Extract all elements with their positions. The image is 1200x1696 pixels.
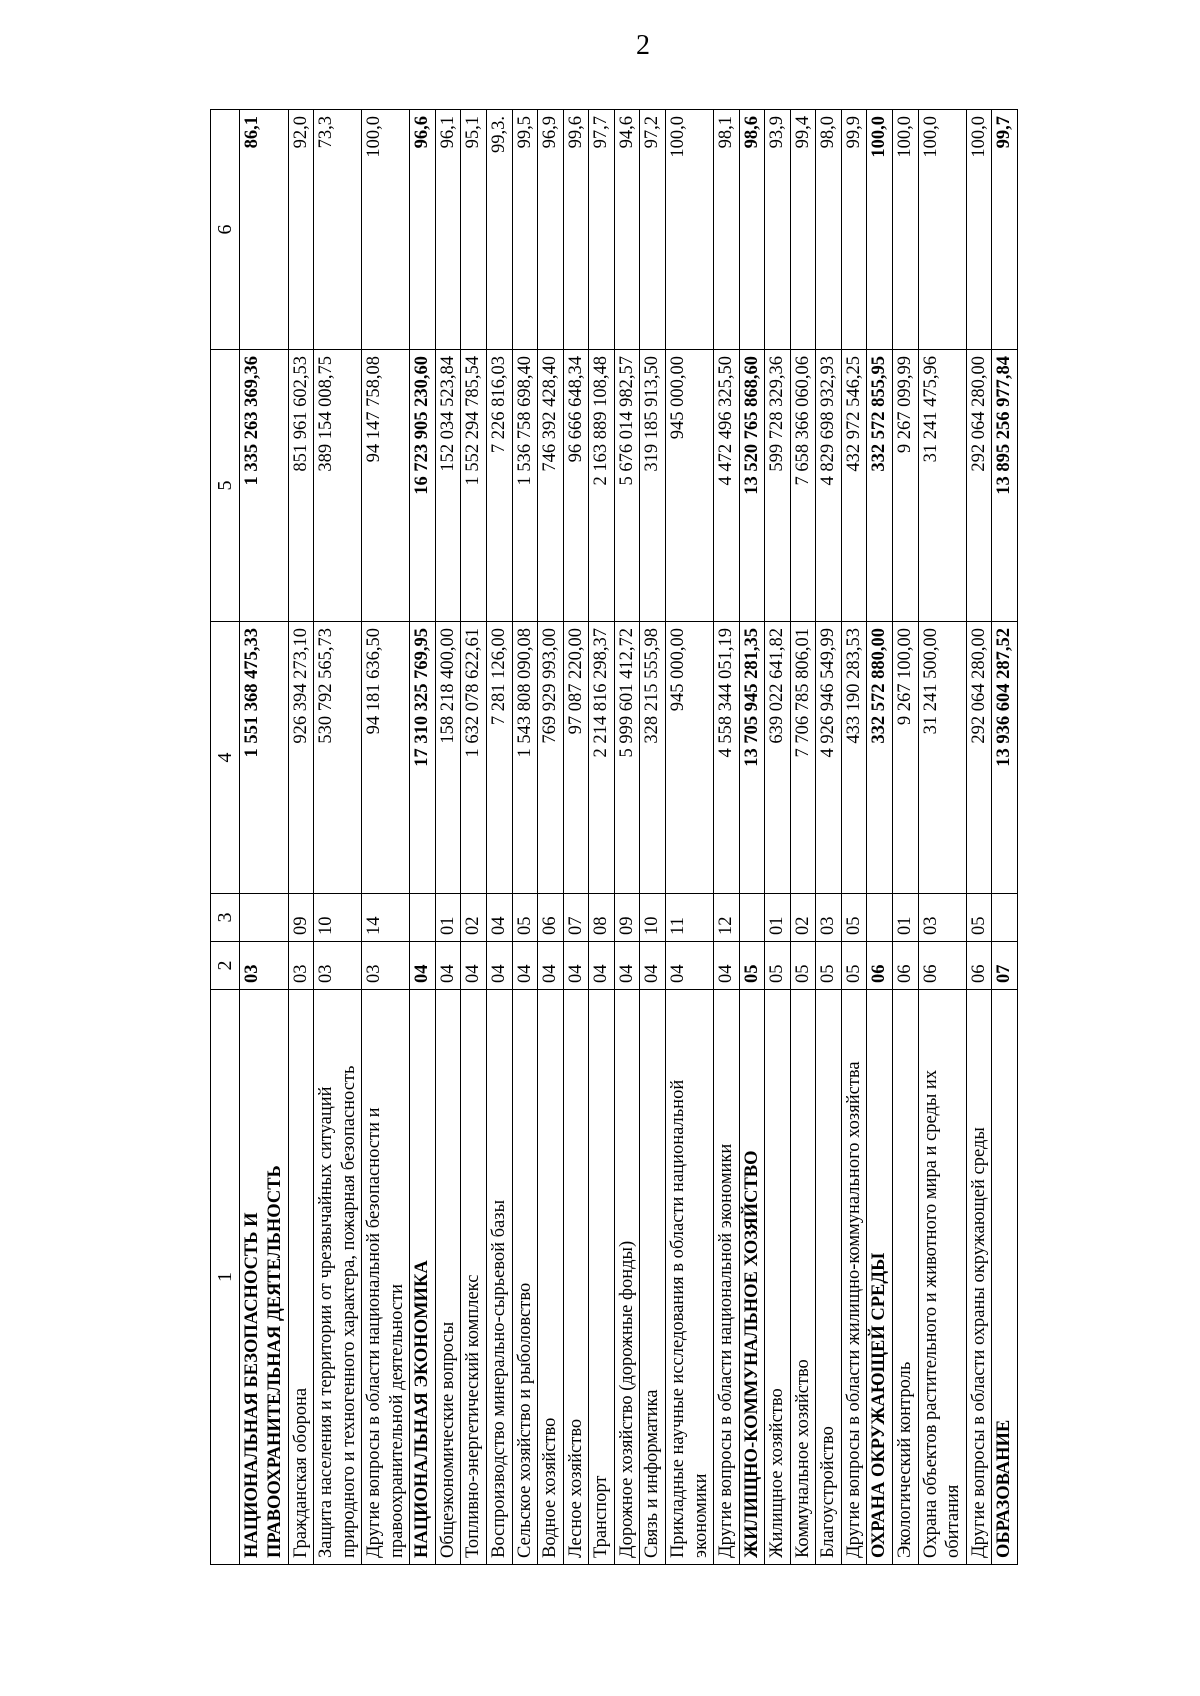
table-row	[893, 110, 919, 1565]
row-name-cell: ОБРАЗОВАНИЕ	[992, 990, 1018, 1565]
section-code-cell: 04	[589, 942, 615, 990]
actual-amount-cell: 152 034 523,84	[435, 350, 461, 622]
table-row	[614, 110, 640, 1565]
percent-cell: 97,2	[640, 110, 666, 350]
percent-cell: 93,9	[765, 110, 791, 350]
subsection-code-cell: 08	[589, 894, 615, 942]
section-code-cell: 04	[435, 942, 461, 990]
section-code-cell: 06	[966, 942, 992, 990]
table-row	[538, 110, 564, 1565]
subsection-code-cell: 01	[435, 894, 461, 942]
planned-amount-cell: 292 064 280,00	[966, 622, 992, 894]
actual-amount-cell: 389 154 008,75	[314, 350, 362, 622]
row-name-cell: Водное хозяйство	[538, 990, 564, 1565]
section-code-cell: 04	[640, 942, 666, 990]
row-name-cell: Общеэкономические вопросы	[435, 990, 461, 1565]
actual-amount-cell: 746 392 428,40	[538, 350, 564, 622]
percent-cell: 98,1	[714, 110, 740, 350]
table-row	[461, 110, 487, 1565]
percent-cell: 100,0	[867, 110, 893, 350]
row-name-cell: Транспорт	[589, 990, 615, 1565]
column-header: 2	[211, 942, 240, 990]
subsection-code-cell: 09	[614, 894, 640, 942]
percent-cell: 99,9	[841, 110, 867, 350]
actual-amount-cell: 292 064 280,00	[966, 350, 992, 622]
planned-amount-cell: 4 926 946 549,99	[816, 622, 842, 894]
actual-amount-cell: 4 472 496 325,50	[714, 350, 740, 622]
planned-amount-cell: 328 215 555,98	[640, 622, 666, 894]
percent-cell: 96,6	[410, 110, 436, 350]
section-code-cell: 04	[614, 942, 640, 990]
table-row	[739, 110, 765, 1565]
row-name-cell: Другие вопросы в области национальной безопасности и правоохранительной деятельности	[362, 990, 410, 1565]
table-row	[240, 110, 288, 1565]
subsection-code-cell: 02	[461, 894, 487, 942]
row-name-cell: НАЦИОНАЛЬНАЯ ЭКОНОМИКА	[410, 990, 436, 1565]
table-row	[640, 110, 666, 1565]
header-row	[211, 110, 240, 1565]
percent-cell: 97,7	[589, 110, 615, 350]
planned-amount-cell: 158 218 400,00	[435, 622, 461, 894]
subsection-code-cell	[739, 894, 765, 942]
actual-amount-cell: 9 267 099,99	[893, 350, 919, 622]
subsection-code-cell: 03	[816, 894, 842, 942]
planned-amount-cell: 17 310 325 769,95	[410, 622, 436, 894]
planned-amount-cell: 7 706 785 806,01	[790, 622, 816, 894]
planned-amount-cell: 433 190 283,53	[841, 622, 867, 894]
planned-amount-cell: 769 929 993,00	[538, 622, 564, 894]
percent-cell: 100,0	[665, 110, 713, 350]
column-header: 4	[211, 622, 240, 894]
planned-amount-cell: 94 181 636,50	[362, 622, 410, 894]
actual-amount-cell: 13 520 765 868,60	[739, 350, 765, 622]
row-name-cell: Экологический контроль	[893, 990, 919, 1565]
table-row	[435, 110, 461, 1565]
subsection-code-cell: 02	[790, 894, 816, 942]
subsection-code-cell: 05	[841, 894, 867, 942]
subsection-code-cell: 07	[563, 894, 589, 942]
section-code-cell: 03	[362, 942, 410, 990]
planned-amount-cell: 13 705 945 281,35	[739, 622, 765, 894]
table-row	[665, 110, 713, 1565]
actual-amount-cell: 16 723 905 230,60	[410, 350, 436, 622]
planned-amount-cell: 530 792 565,73	[314, 622, 362, 894]
row-name-cell: ЖИЛИЩНО-КОММУНАЛЬНОЕ ХОЗЯЙСТВО	[739, 990, 765, 1565]
section-code-cell: 05	[739, 942, 765, 990]
subsection-code-cell: 01	[893, 894, 919, 942]
actual-amount-cell: 2 163 889 108,48	[589, 350, 615, 622]
actual-amount-cell: 319 185 913,50	[640, 350, 666, 622]
subsection-code-cell	[240, 894, 288, 942]
column-header: 1	[211, 990, 240, 1565]
actual-amount-cell: 945 000,00	[665, 350, 713, 622]
subsection-code-cell: 05	[512, 894, 538, 942]
subsection-code-cell	[410, 894, 436, 942]
percent-cell: 99,6	[563, 110, 589, 350]
percent-cell: 96,9	[538, 110, 564, 350]
table-row	[765, 110, 791, 1565]
section-code-cell: 04	[461, 942, 487, 990]
table-row	[816, 110, 842, 1565]
row-name-cell: Охрана объектов растительного и животного мира и среды их обитания	[918, 990, 966, 1565]
planned-amount-cell: 4 558 344 051,19	[714, 622, 740, 894]
percent-cell: 99,4	[790, 110, 816, 350]
table-row	[841, 110, 867, 1565]
section-code-cell: 05	[816, 942, 842, 990]
percent-cell: 95,1	[461, 110, 487, 350]
budget-table	[210, 109, 1018, 1565]
subsection-code-cell: 04	[487, 894, 513, 942]
section-code-cell: 07	[992, 942, 1018, 990]
table-row	[714, 110, 740, 1565]
percent-cell: 94,6	[614, 110, 640, 350]
row-name-cell: Коммунальное хозяйство	[790, 990, 816, 1565]
actual-amount-cell: 1 536 758 698,40	[512, 350, 538, 622]
planned-amount-cell: 7 281 126,00	[487, 622, 513, 894]
section-code-cell: 05	[841, 942, 867, 990]
row-name-cell: Другие вопросы в области национальной экономики	[714, 990, 740, 1565]
planned-amount-cell: 2 214 816 298,37	[589, 622, 615, 894]
row-name-cell: Топливно-энергетический комплекс	[461, 990, 487, 1565]
percent-cell: 99,5	[512, 110, 538, 350]
section-code-cell: 06	[893, 942, 919, 990]
planned-amount-cell: 31 241 500,00	[918, 622, 966, 894]
table-row	[589, 110, 615, 1565]
subsection-code-cell: 14	[362, 894, 410, 942]
subsection-code-cell: 12	[714, 894, 740, 942]
section-code-cell: 03	[314, 942, 362, 990]
table-row	[563, 110, 589, 1565]
section-code-cell: 04	[563, 942, 589, 990]
actual-amount-cell: 13 895 256 977,84	[992, 350, 1018, 622]
percent-cell: 92,0	[288, 110, 314, 350]
table-row	[487, 110, 513, 1565]
actual-amount-cell: 851 961 602,53	[288, 350, 314, 622]
planned-amount-cell: 1 551 368 475,33	[240, 622, 288, 894]
row-name-cell: Сельское хозяйство и рыболовство	[512, 990, 538, 1565]
column-header: 3	[211, 894, 240, 942]
rotated-table-container	[210, 110, 1170, 1565]
section-code-cell: 04	[714, 942, 740, 990]
subsection-code-cell: 05	[966, 894, 992, 942]
section-code-cell: 06	[867, 942, 893, 990]
actual-amount-cell: 332 572 855,95	[867, 350, 893, 622]
table-row	[314, 110, 362, 1565]
row-name-cell: Прикладные научные исследования в области национальной экономики	[665, 990, 713, 1565]
subsection-code-cell: 10	[314, 894, 362, 942]
percent-cell: 99,7	[992, 110, 1018, 350]
row-name-cell: Другие вопросы в области охраны окружающей среды	[966, 990, 992, 1565]
planned-amount-cell: 945 000,00	[665, 622, 713, 894]
subsection-code-cell: 03	[918, 894, 966, 942]
section-code-cell: 05	[790, 942, 816, 990]
row-name-cell: Другие вопросы в области жилищно-коммунального хозяйства	[841, 990, 867, 1565]
planned-amount-cell: 1 543 808 090,08	[512, 622, 538, 894]
percent-cell: 96,1	[435, 110, 461, 350]
table-row	[992, 110, 1018, 1565]
planned-amount-cell: 1 632 078 622,61	[461, 622, 487, 894]
section-code-cell: 03	[288, 942, 314, 990]
subsection-code-cell: 09	[288, 894, 314, 942]
planned-amount-cell: 9 267 100,00	[893, 622, 919, 894]
subsection-code-cell: 10	[640, 894, 666, 942]
column-header: 6	[211, 110, 240, 350]
percent-cell: 100,0	[966, 110, 992, 350]
table-row	[362, 110, 410, 1565]
column-header: 5	[211, 350, 240, 622]
subsection-code-cell: 01	[765, 894, 791, 942]
planned-amount-cell: 639 022 641,82	[765, 622, 791, 894]
percent-cell: 98,6	[739, 110, 765, 350]
planned-amount-cell: 332 572 880,00	[867, 622, 893, 894]
row-name-cell: Жилищное хозяйство	[765, 990, 791, 1565]
section-code-cell: 04	[665, 942, 713, 990]
planned-amount-cell: 97 087 220,00	[563, 622, 589, 894]
section-code-cell: 04	[487, 942, 513, 990]
table-row	[512, 110, 538, 1565]
section-code-cell: 04	[538, 942, 564, 990]
table-row	[966, 110, 992, 1565]
actual-amount-cell: 5 676 014 982,57	[614, 350, 640, 622]
planned-amount-cell: 13 936 604 287,52	[992, 622, 1018, 894]
actual-amount-cell: 94 147 758,08	[362, 350, 410, 622]
percent-cell: 100,0	[362, 110, 410, 350]
percent-cell: 100,0	[893, 110, 919, 350]
section-code-cell: 04	[410, 942, 436, 990]
percent-cell: 99,3.	[487, 110, 513, 350]
actual-amount-cell: 1 552 294 785,54	[461, 350, 487, 622]
subsection-code-cell	[867, 894, 893, 942]
actual-amount-cell: 31 241 475,96	[918, 350, 966, 622]
row-name-cell: Гражданская оборона	[288, 990, 314, 1565]
percent-cell: 86,1	[240, 110, 288, 350]
row-name-cell: Лесное хозяйство	[563, 990, 589, 1565]
actual-amount-cell: 432 972 546,25	[841, 350, 867, 622]
table-row	[790, 110, 816, 1565]
planned-amount-cell: 926 394 273,10	[288, 622, 314, 894]
section-code-cell: 04	[512, 942, 538, 990]
actual-amount-cell: 7 658 366 060,06	[790, 350, 816, 622]
actual-amount-cell: 599 728 329,36	[765, 350, 791, 622]
row-name-cell: Благоустройство	[816, 990, 842, 1565]
table-row	[288, 110, 314, 1565]
actual-amount-cell: 4 829 698 932,93	[816, 350, 842, 622]
actual-amount-cell: 96 666 648,34	[563, 350, 589, 622]
subsection-code-cell	[992, 894, 1018, 942]
section-code-cell: 05	[765, 942, 791, 990]
planned-amount-cell: 5 999 601 412,72	[614, 622, 640, 894]
subsection-code-cell: 06	[538, 894, 564, 942]
percent-cell: 73,3	[314, 110, 362, 350]
subsection-code-cell: 11	[665, 894, 713, 942]
row-name-cell: Дорожное хозяйство (дорожные фонды)	[614, 990, 640, 1565]
actual-amount-cell: 1 335 263 369,36	[240, 350, 288, 622]
section-code-cell: 03	[240, 942, 288, 990]
row-name-cell: ОХРАНА ОКРУЖАЮЩЕЙ СРЕДЫ	[867, 990, 893, 1565]
percent-cell: 98,0	[816, 110, 842, 350]
table-row	[867, 110, 893, 1565]
table-row	[918, 110, 966, 1565]
table-row	[410, 110, 436, 1565]
page-number: 2	[636, 30, 650, 61]
section-code-cell: 06	[918, 942, 966, 990]
row-name-cell: Связь и информатика	[640, 990, 666, 1565]
actual-amount-cell: 7 226 816,03	[487, 350, 513, 622]
row-name-cell: Защита населения и территории от чрезвычайных ситуаций природного и техногенного характера, пожарная безопасность	[314, 990, 362, 1565]
row-name-cell: НАЦИОНАЛЬНАЯ БЕЗОПАСНОСТЬ И ПРАВООХРАНИТЕЛЬНАЯ ДЕЯТЕЛЬНОСТЬ	[240, 990, 288, 1565]
percent-cell: 100,0	[918, 110, 966, 350]
row-name-cell: Воспроизводство минерально-сырьевой базы	[487, 990, 513, 1565]
